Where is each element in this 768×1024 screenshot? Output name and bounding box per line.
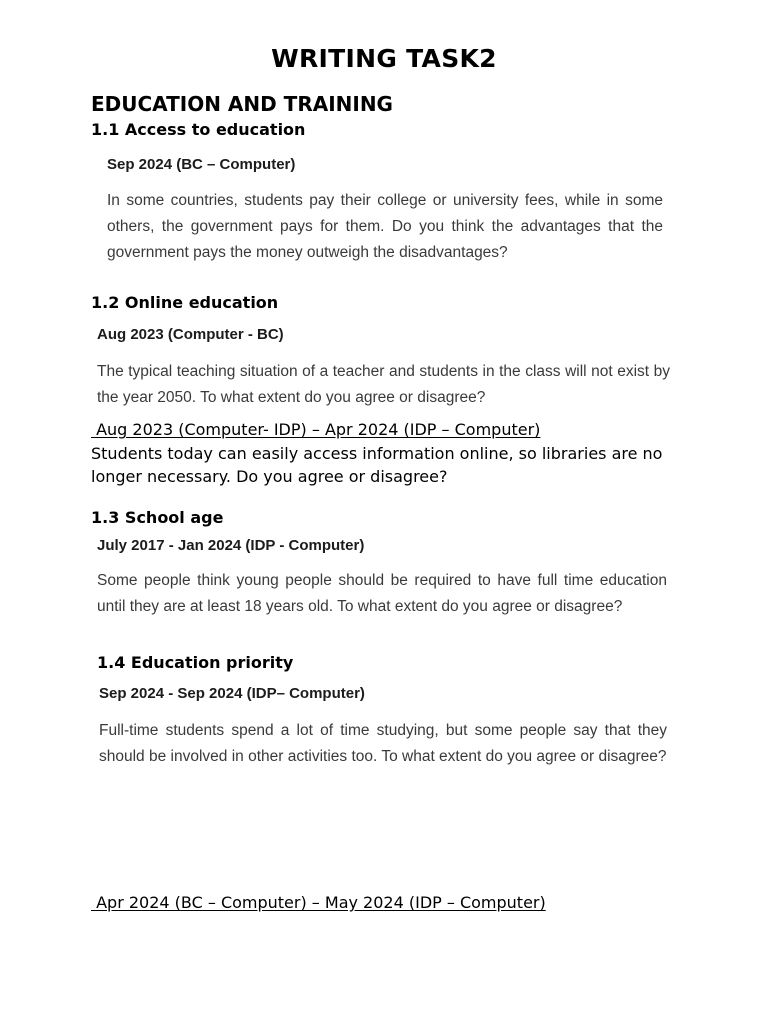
exam-date-1-1: Sep 2024 (BC – Computer) bbox=[107, 156, 296, 173]
exam-date-1-2: Aug 2023 (Computer - BC) bbox=[97, 326, 284, 343]
exam-date-footer: Apr 2024 (BC – Computer) – May 2024 (IDP – Computer) bbox=[91, 893, 546, 912]
section-title: EDUCATION AND TRAINING bbox=[91, 92, 393, 116]
exam-date-1-3: July 2017 - Jan 2024 (IDP - Computer) bbox=[97, 537, 365, 554]
exam-date-1-4: Sep 2024 - Sep 2024 (IDP– Computer) bbox=[99, 685, 365, 702]
heading-school-age: 1.3 School age bbox=[91, 508, 224, 527]
prompt-1-2-b: Students today can easily access information online, so libraries are no longer necessary. Do you agree or disagree? bbox=[91, 444, 663, 486]
prompt-1-3: Some people think young people should be required to have full time education until they are at least 18 years old. To what extent do you agree or disagree? bbox=[97, 572, 667, 615]
prompt-1-4: Full-time students spend a lot of time studying, but some people say that they should be involved in other activities too. To what extent do you agree or disagree? bbox=[99, 722, 667, 765]
heading-access-to-education: 1.1 Access to education bbox=[91, 120, 306, 139]
heading-online-education: 1.2 Online education bbox=[91, 293, 279, 312]
prompt-1-1: In some countries, students pay their college or university fees, while in some others, the government pays for them. Do you think the advantages that the government pays the money outweigh the disadvantages? bbox=[107, 192, 663, 261]
heading-education-priority: 1.4 Education priority bbox=[97, 653, 294, 672]
page-title: WRITING TASK2 bbox=[271, 44, 497, 73]
prompt-1-2: The typical teaching situation of a teacher and students in the class will not exist by the year 2050. To what extent do you agree or disagree? bbox=[97, 363, 670, 406]
exam-date-1-2-b: Aug 2023 (Computer- IDP) – Apr 2024 (IDP – Computer) bbox=[91, 420, 541, 439]
